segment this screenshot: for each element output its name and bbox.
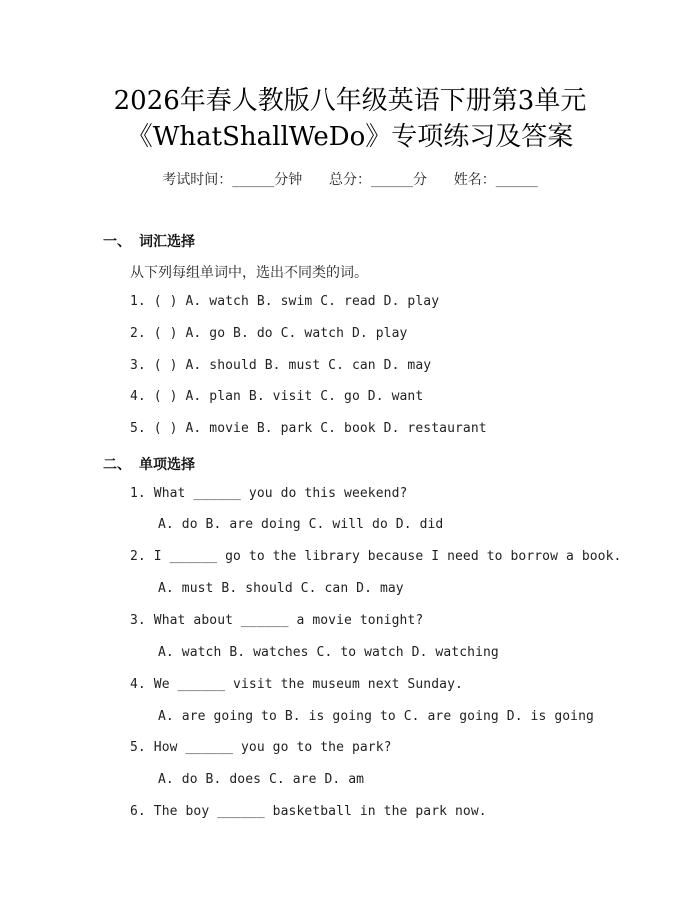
section2-title: 单项选择 — [139, 457, 195, 473]
mc-question-2: 2. I ______ go to the library because I need to borrow a book. — [130, 549, 622, 564]
vocab-item-2: 2. ( ) A. go B. do C. watch D. play — [130, 326, 408, 341]
mc-question-3: 3. What about ______ a movie tonight? — [130, 613, 424, 628]
section1-number: 一、 — [103, 234, 131, 250]
mc-question-5: 5. How ______ you go to the park? — [130, 740, 392, 755]
mc-question-4: 4. We ______ visit the museum next Sunday. — [130, 677, 463, 692]
mc-options-5: A. do B. does C. are D. am — [158, 772, 365, 787]
vocab-item-1: 1. ( ) A. watch B. swim C. read D. play — [130, 294, 440, 309]
vocab-item-4: 4. ( ) A. plan B. visit C. go D. want — [130, 389, 424, 404]
section1-instruction: 从下列每组单词中，选出不同类的词。 — [130, 265, 368, 281]
section2-heading — [103, 454, 195, 474]
mc-question-1: 1. What ______ you do this weekend? — [130, 486, 408, 501]
mc-options-3: A. watch B. watches C. to watch D. watching — [158, 645, 499, 660]
vocab-item-5: 5. ( ) A. movie B. park C. book D. restaurant — [130, 421, 487, 436]
doc-title-line1: 2026年春人教版八年级英语下册第3单元 — [113, 86, 587, 116]
mc-question-6: 6. The boy ______ basketball in the park now. — [130, 804, 487, 819]
exam-info: 考试时间：______分钟 总分：______分 姓名：______ — [162, 172, 538, 188]
vocab-item-3: 3. ( ) A. should B. must C. can D. may — [130, 358, 432, 373]
section1-heading — [103, 231, 195, 251]
mc-options-4: A. are going to B. is going to C. are going D. is going — [158, 709, 594, 724]
mc-options-1: A. do B. are doing C. will do D. did — [158, 517, 444, 532]
doc-title-line2: 《WhatShallWeDo》专项练习及答案 — [126, 122, 574, 152]
mc-options-2: A. must B. should C. can D. may — [158, 581, 404, 596]
section2-number: 二、 — [103, 457, 131, 473]
section1-title: 词汇选择 — [139, 234, 195, 250]
